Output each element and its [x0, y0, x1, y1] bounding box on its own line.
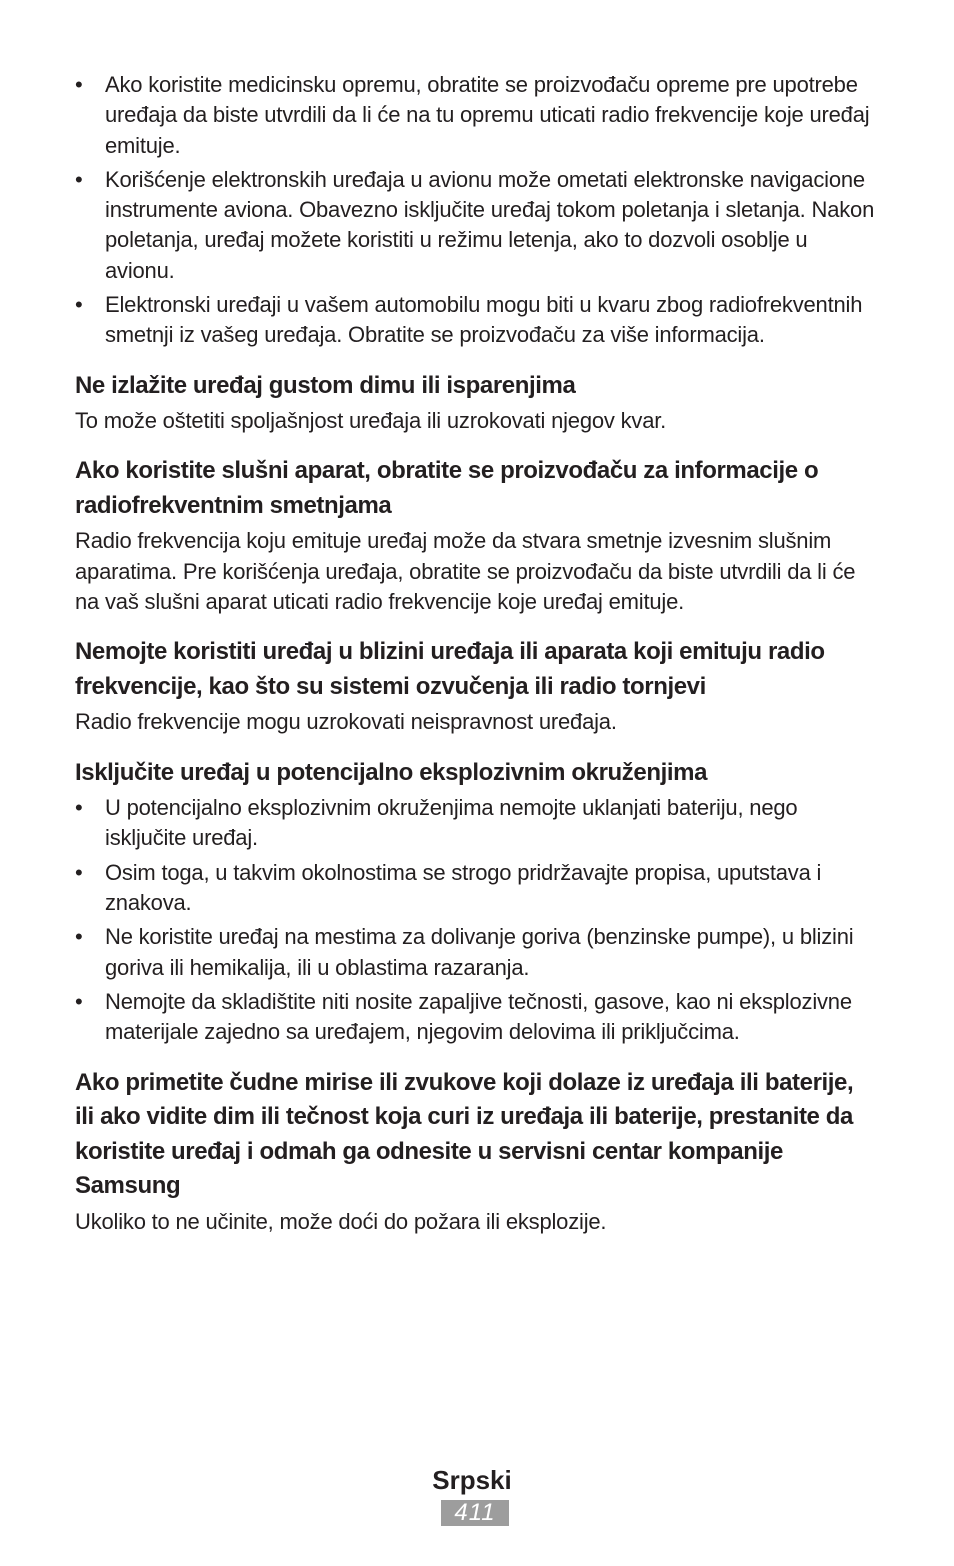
list-item-text: Nemojte da skladištite niti nosite zapaljive tečnosti, gasove, kao ni eksplozivne materijale zajedno sa uređajem, njegovim delovima ili priključcima.: [105, 988, 852, 1045]
section-smoke: [75, 369, 875, 437]
section-radio-devices: [75, 635, 875, 737]
list-item-text: Osim toga, u takvim okolnostima se strogo pridržavajte propisa, uputstava i znakova.: [105, 859, 822, 916]
list-item-text: Korišćenje elektronskih uređaja u avionu može ometati elektronske navigacione instrumente aviona. Obavezno isključite uređaj tokom poletanja i sletanja. Nakon poletanja, uređaj možete koristiti u režimu letenja, ako to dozvoli osoblje u avionu.: [105, 166, 875, 283]
bullet-icon: •: [75, 988, 83, 1014]
list-item: [75, 858, 875, 919]
list-item: [75, 290, 875, 351]
list-item-text: Ne koristite uređaj na mestima za dolivanje goriva (benzinske pumpe), u blizini goriva ili hemikalija, ili u oblastima razaranja.: [105, 924, 854, 980]
language-label: Srpski: [432, 1465, 512, 1495]
list-item-text: Elektronski uređaji u vašem automobilu mogu biti u kvaru zbog radiofrekventnih smetnji iz vašeg uređaja. Obratite se proizvođaču za više informacija.: [105, 292, 863, 348]
list-item: [75, 987, 875, 1048]
page-footer: [0, 1462, 954, 1526]
explosive-bullet-list: [75, 793, 875, 1047]
section-heading: Ne izlažite uređaj gustom dimu ili isparenjima: [75, 371, 576, 399]
document-body: [75, 70, 875, 1237]
section-odors: [75, 1066, 875, 1237]
bullet-icon: •: [75, 859, 83, 885]
section-heading: Nemojte koristiti uređaj u blizini uređaja ili aparata koji emituju radio frekvencije, kao što su sistemi ozvučenja ili radio tornjevi: [75, 638, 825, 700]
list-item: [75, 70, 875, 161]
list-item-text: U potencijalno eksplozivnim okruženjima nemojte uklanjati bateriju, nego isključite uređaj.: [105, 795, 798, 851]
bullet-icon: •: [75, 795, 83, 821]
intro-bullet-list: [75, 70, 875, 351]
section-body: To može oštetiti spoljašnjost uređaja ili uzrokovati njegov kvar.: [75, 408, 667, 434]
bullet-icon: •: [75, 72, 83, 97]
bullet-icon: •: [75, 924, 83, 950]
list-item: [75, 793, 875, 854]
list-item: [75, 922, 875, 983]
section-explosive: [75, 756, 875, 1048]
bullet-icon: •: [75, 166, 83, 192]
section-body: Radio frekvencija koju emituje uređaj može da stvara smetnje izvesnim slušnim aparatima. Pre korišćenja uređaja, obratite se proizvođaču da biste utvrdili da li će na vaš slušni aparat uticati radio frekvencije koje uređaj emituje.: [75, 528, 856, 615]
bullet-icon: •: [75, 292, 83, 318]
list-item-text: Ako koristite medicinsku opremu, obratite se proizvođaču opreme pre upotrebe uređaja da biste utvrdili da li će na tu opremu uticati radio frekvencije koje uređaj emituje.: [105, 72, 870, 158]
list-item: [75, 165, 875, 286]
section-body: Radio frekvencije mogu uzrokovati neispravnost uređaja.: [75, 709, 617, 735]
section-body: Ukoliko to ne učinite, može doći do požara ili eksplozije.: [75, 1208, 607, 1234]
section-heading: Ako primetite čudne mirise ili zvukove koji dolaze iz uređaja ili baterije, ili ako vidite dim ili tečnost koja curi iz uređaja ili baterije, prestanite da koristite uređaj i odmah ga odnesite u servisni centar kompanije Samsung: [75, 1068, 854, 1200]
section-heading: Isključite uređaj u potencijalno eksplozivnim okruženjima: [75, 758, 708, 786]
section-hearing-aid: [75, 454, 875, 617]
page-number: 411: [441, 1500, 509, 1526]
section-heading: Ako koristite slušni aparat, obratite se proizvođaču za informacije o radiofrekventnim smetnjama: [75, 457, 819, 519]
